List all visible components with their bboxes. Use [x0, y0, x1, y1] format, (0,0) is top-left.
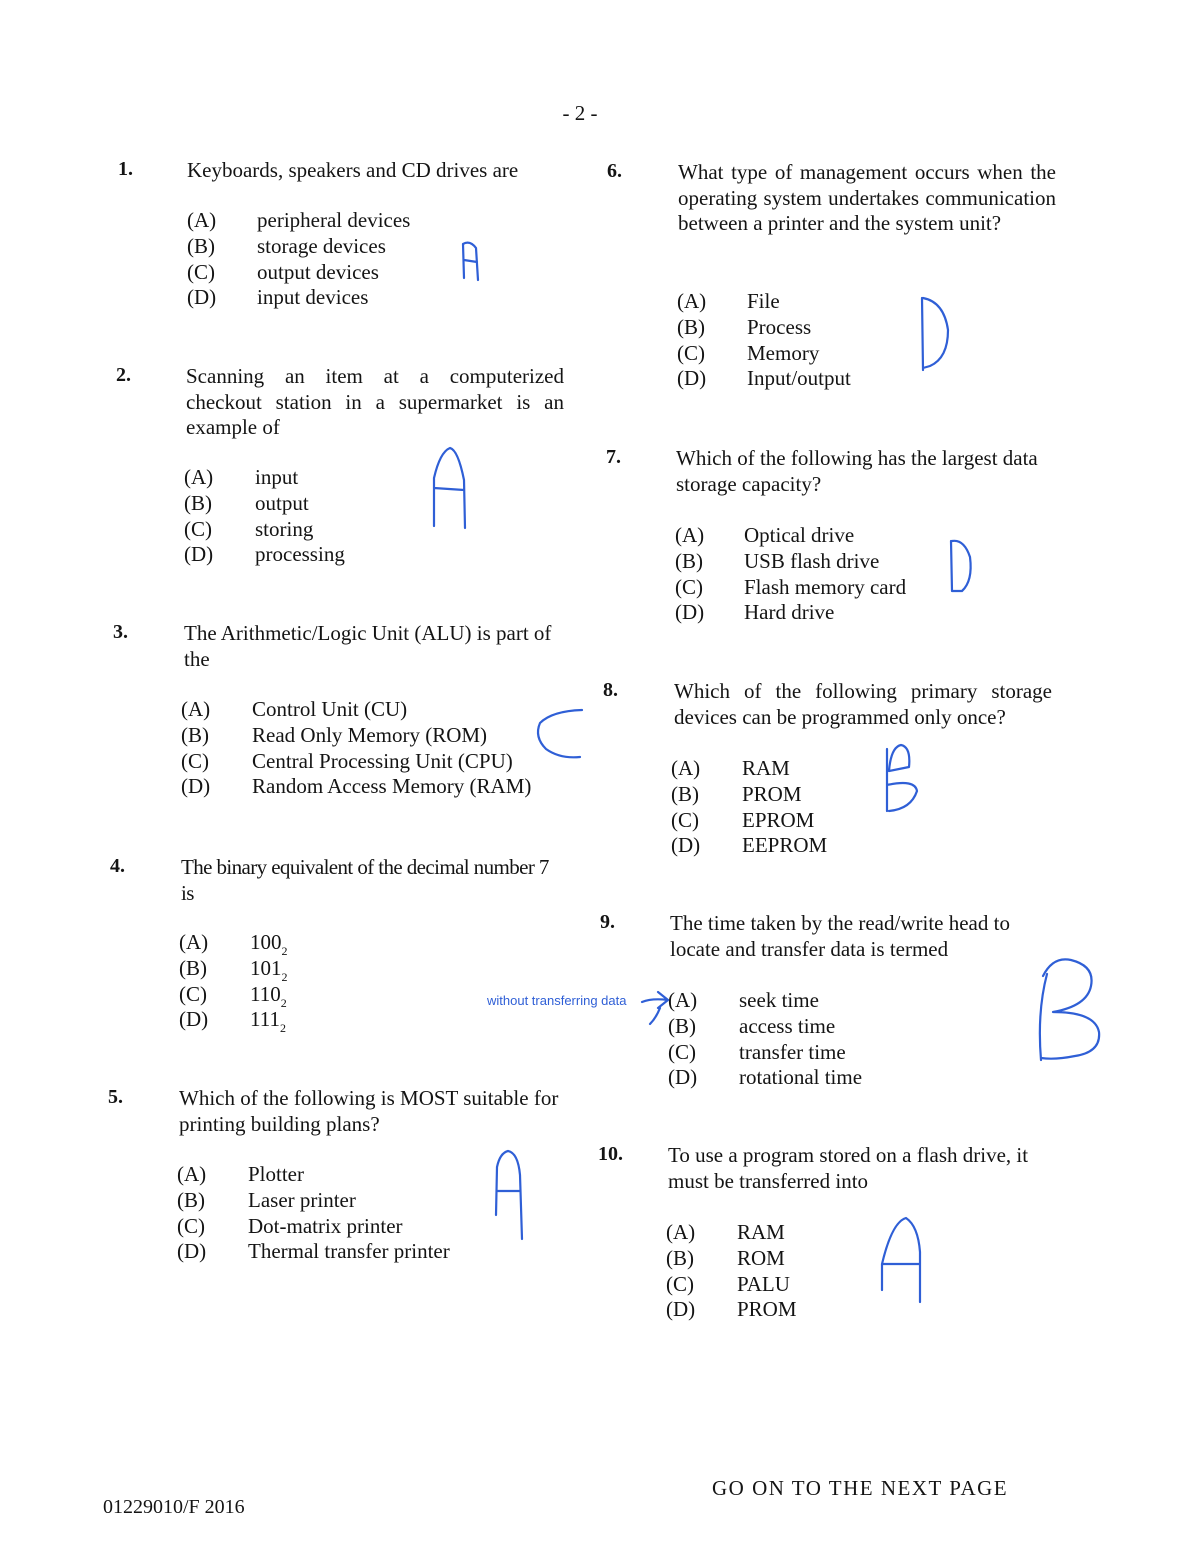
option-letter: (A)	[177, 1162, 207, 1186]
question-stem: Which of the following primary storage devices can be programmed only once?	[674, 679, 1052, 729]
option-text: processing	[255, 542, 345, 567]
handwritten-answer-q7	[940, 533, 982, 599]
option-letter: (D)	[666, 1297, 696, 1322]
option-letter: (B)	[187, 233, 215, 258]
question-stem: Which of the following is MOST suitable for printing building plans?	[179, 1086, 559, 1136]
option-text	[250, 1007, 286, 1042]
option-letter: (A)	[179, 930, 209, 954]
question-stem: The time taken by the read/write head to locate and transfer data is termed	[670, 911, 1010, 961]
option-text: Plotter	[248, 1162, 304, 1186]
option-text: rotational time	[739, 1065, 863, 1090]
option-base: 2	[281, 969, 288, 984]
option-letter: (A)	[184, 465, 214, 489]
option-letter: (C)	[677, 340, 705, 365]
option-text: Input/output	[747, 366, 851, 391]
option-text: EEPROM	[742, 833, 828, 858]
handwritten-answer-q10	[872, 1212, 934, 1306]
option-value: 111	[250, 1007, 280, 1032]
option-letter: (B)	[179, 955, 207, 980]
option-base: 2	[279, 1021, 286, 1036]
option-letter: (A)	[666, 1220, 696, 1244]
option-base: 2	[281, 944, 288, 958]
option-text: peripheral devices	[257, 208, 411, 232]
option-text: input	[255, 465, 299, 489]
option-text: Read Only Memory (ROM)	[252, 722, 488, 747]
option-letter: (C)	[184, 516, 212, 541]
option-text: PROM	[737, 1297, 797, 1322]
handwritten-answer-q9	[1025, 952, 1107, 1072]
option-letter: (C)	[675, 574, 703, 599]
option-letter: (D)	[181, 774, 211, 799]
question-number: 10.	[598, 1143, 623, 1165]
handwritten-answer-q3	[530, 703, 586, 765]
option-text: transfer time	[739, 1039, 846, 1064]
question-stem: Which of the following has the largest data storage capacity?	[676, 446, 1038, 496]
question-stem: Keyboards, speakers and CD drives are	[187, 158, 519, 182]
handwritten-answer-q6	[910, 290, 962, 376]
question-stem: The binary equivalent of the decimal number 7 is	[181, 855, 549, 905]
option-text: Random Access Memory (RAM)	[252, 774, 532, 799]
handwritten-answer-q5	[486, 1145, 536, 1243]
question-number: 3.	[113, 621, 128, 643]
option-text: Hard drive	[744, 600, 835, 625]
question-number: 4.	[110, 855, 125, 877]
option-text: File	[747, 289, 780, 313]
question-stem: The Arithmetic/Logic Unit (ALU) is part of the	[184, 621, 552, 671]
option-text: RAM	[742, 756, 790, 780]
handwritten-answer-q8	[875, 739, 929, 821]
option-text: PALU	[737, 1271, 790, 1296]
option-text: EPROM	[742, 807, 815, 832]
option-letter: (A)	[187, 208, 217, 232]
option-letter: (B)	[677, 314, 705, 339]
question-number: 7.	[606, 446, 621, 468]
option-letter: (C)	[179, 981, 207, 1006]
option-letter: (A)	[668, 988, 698, 1012]
option-letter: (B)	[177, 1187, 205, 1212]
option-letter: (D)	[675, 600, 705, 625]
option-letter: (D)	[671, 833, 701, 858]
handwritten-answer-q1	[455, 238, 489, 284]
option-letter: (B)	[668, 1013, 696, 1038]
paper-code: 01229010/F 2016	[103, 1496, 245, 1518]
option-letter: (A)	[675, 523, 705, 547]
option-text: access time	[739, 1013, 836, 1038]
option-text: Thermal transfer printer	[248, 1239, 450, 1264]
option-text: Control Unit (CU)	[252, 697, 408, 721]
question-number: 8.	[603, 679, 618, 701]
option-letter: (C)	[671, 807, 699, 832]
option-text: RAM	[737, 1220, 785, 1244]
option-value: 101	[250, 955, 282, 980]
option-letter: (B)	[666, 1245, 694, 1270]
question-number: 5.	[108, 1086, 123, 1108]
question-stem: What type of management occurs when the operating system undertakes communication between a printer and the system unit?	[678, 160, 1056, 235]
annotation-arrow-icon	[638, 984, 672, 1030]
option-base: 2	[280, 995, 287, 1010]
question-stem: To use a program stored on a flash drive, it must be transferred into	[668, 1143, 1029, 1193]
option-letter: (D)	[677, 366, 707, 391]
option-text: seek time	[739, 988, 819, 1012]
option-letter: (D)	[187, 285, 217, 310]
option-letter: (C)	[666, 1271, 694, 1296]
option-letter: (D)	[184, 542, 214, 567]
option-letter: (A)	[671, 756, 701, 780]
option-text: output devices	[257, 259, 379, 284]
option-text: PROM	[742, 781, 802, 806]
option-text: storing	[255, 516, 314, 541]
option-value: 100	[250, 930, 282, 954]
option-letter: (A)	[181, 697, 211, 721]
option-letter: (D)	[177, 1239, 207, 1264]
question-number: 6.	[607, 160, 622, 182]
option-text: output	[255, 490, 309, 515]
option-text: Laser printer	[248, 1187, 356, 1212]
option-text: input devices	[257, 285, 369, 310]
option-text: USB flash drive	[744, 548, 880, 573]
option-text: Memory	[747, 340, 820, 365]
option-text: storage devices	[257, 233, 386, 258]
handwritten-note: without transferring data	[487, 993, 627, 1008]
option-letter: (C)	[187, 259, 215, 284]
option-text: Optical drive	[744, 523, 855, 547]
option-letter: (C)	[181, 748, 209, 773]
option-text: Dot-matrix printer	[248, 1213, 403, 1238]
question-number: 1.	[118, 158, 133, 180]
question-number: 9.	[600, 911, 615, 933]
option-letter: (D)	[668, 1065, 698, 1090]
option-text: Flash memory card	[744, 574, 907, 599]
question-number: 2.	[116, 364, 131, 386]
option-text: ROM	[737, 1245, 785, 1270]
option-letter: (A)	[677, 289, 707, 313]
option-letter: (D)	[179, 1007, 209, 1032]
option-letter: (B)	[675, 548, 703, 573]
option-letter: (B)	[671, 781, 699, 806]
option-letter: (B)	[184, 490, 212, 515]
question-stem: Scanning an item at a computerized checkout station in a supermarket is an example of	[186, 364, 564, 439]
option-letter: (C)	[177, 1213, 205, 1238]
option-text: Process	[747, 314, 812, 339]
handwritten-answer-q2	[424, 440, 474, 532]
option-text: Central Processing Unit (CPU)	[252, 748, 513, 773]
next-page-label: GO ON TO THE NEXT PAGE	[712, 1476, 1009, 1500]
option-value: 110	[250, 981, 281, 1006]
page-number: - 2 -	[562, 101, 598, 125]
option-letter: (C)	[668, 1039, 696, 1064]
option-letter: (B)	[181, 722, 209, 747]
